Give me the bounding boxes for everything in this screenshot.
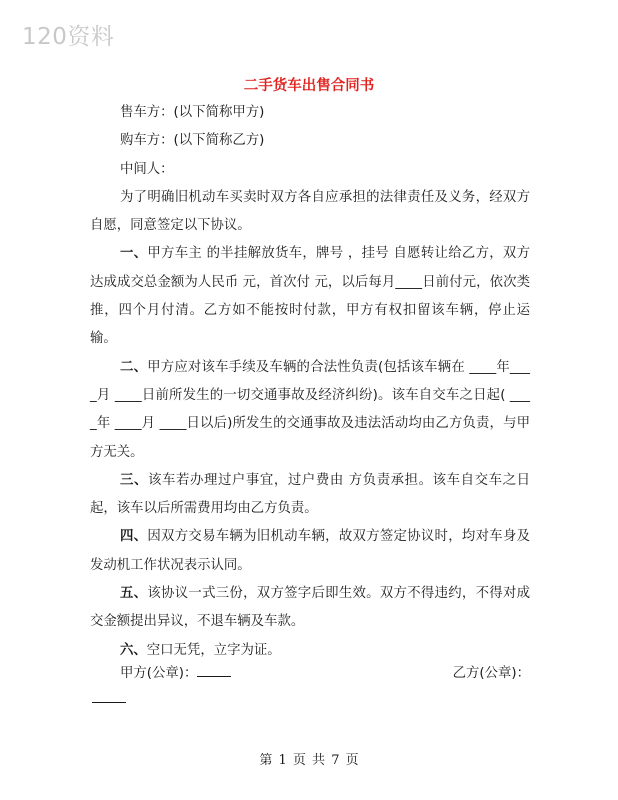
clause-text: 该车若办理过户事宜，过户费由 方负责承担。该车自交车之日起，该车以后所需费用均由乙方负责。 [90,472,530,517]
party-a-blank [197,676,231,677]
clause-5 [90,580,530,637]
clause-number: 一、 [120,246,148,262]
clause-2 [90,354,530,467]
contract-body [90,99,530,665]
paragraph-text: 售车方：(以下简称甲方) [120,105,265,120]
party-b-blank [92,702,126,703]
clause-text: 甲方车主 的半挂解放货车，牌号 ，挂号 自愿转让给乙方，双方达成成交总金额为人民币 元，首次付 元，以后每月____日前付元，依次类推，四个月付清。乙方如不能按时付款，甲方有权扣留该车辆，停止运输。 [90,246,530,347]
clause-text: 因双方交易车辆为旧机动车辆，故双方签定协议时，均对车身及发动机工作状况表示认同。 [90,529,531,573]
paragraph-text: 中间人： [120,161,174,177]
clause-4 [90,523,530,580]
clause-3 [90,467,530,524]
clause-number: 二、 [120,359,148,375]
paragraph-buyer [90,127,530,155]
paragraph-middleman [90,156,530,184]
clause-number: 四、 [120,529,148,545]
party-b-signature-row [90,688,530,716]
clause-number: 五、 [120,586,148,602]
document-title: 二手货车出售合同书 [243,78,375,94]
watermark-logo: 120资料 [22,24,115,50]
party-a-label: 甲方(公章)： [120,666,198,681]
paragraph-text: 购车方：(以下简称乙方) [120,133,265,149]
paragraph-seller [90,99,530,127]
page-footer: 第 1 页 共 7 页 [259,753,359,768]
clause-text: 该协议一式三份，双方签字后即生效。双方不得违约，不得对成交金额提出异议，不退车辆及车款。 [90,586,531,630]
clause-number: 三、 [120,472,148,488]
paragraph-preamble [90,184,530,241]
paragraph-text: 为了明确旧机动车买卖时双方各自应承担的法律责任及义务，经双方自愿，同意签定以下协议。 [90,189,530,234]
clause-text: 甲方应对该车手续及车辆的合法性负责(包括该车辆在 ____年____月 ____日前所发生的一切交通事故及经济纠纷)。该车自交车之日起( ____年 ____月 ____日以后)所发生的交通事故及违法活动均由乙方负责，与甲方无关。 [90,359,530,460]
clause-number: 六、 [120,642,147,658]
clause-1 [90,240,530,353]
clause-text: 空口无凭，立字为证。 [146,642,281,658]
party-b-label: 乙方(公章)： [452,666,530,681]
party-a-signature [120,660,231,688]
signature-row [90,660,530,688]
signature-block [90,660,530,717]
